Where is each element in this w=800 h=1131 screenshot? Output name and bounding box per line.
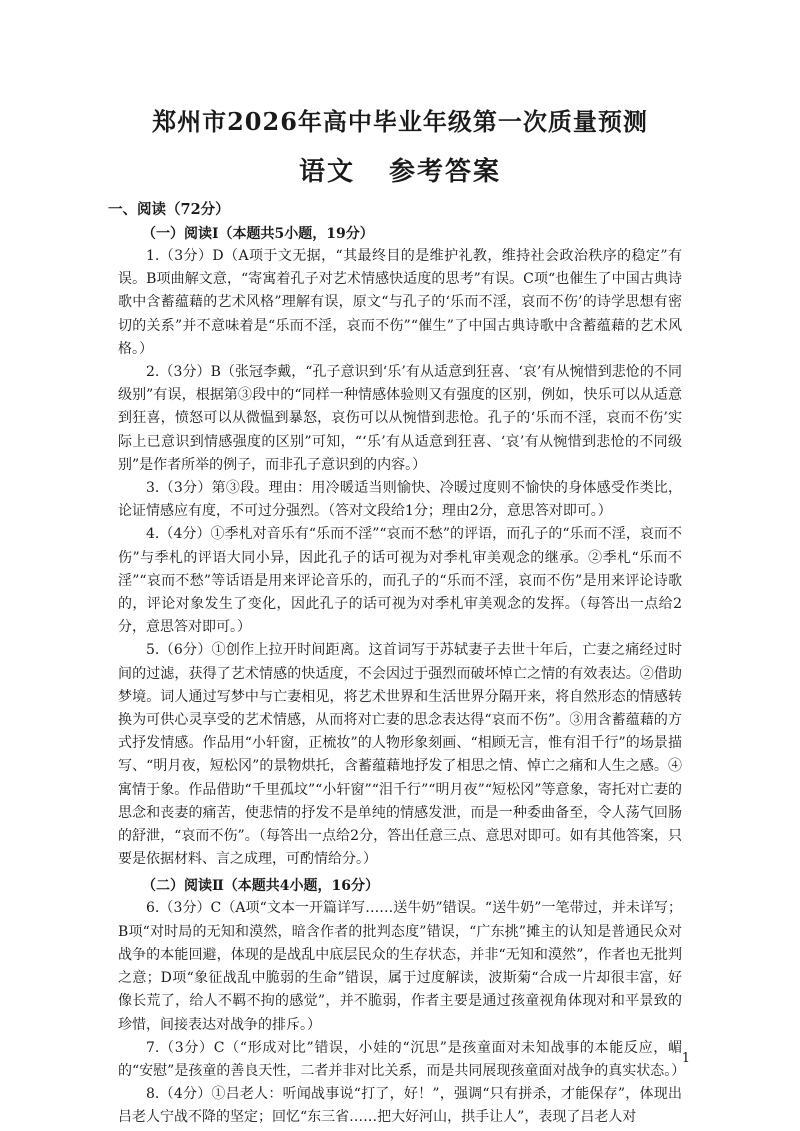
document-title: 郑州市2026年高中毕业年级第一次质量预测 (152, 107, 648, 136)
document-subtitle (118, 151, 682, 188)
answer-item: 2.（3分）B（张冠李戴，“孔子意识到‘乐’有从适意到狂喜、‘哀’有从惋惜到悲怆的不同级别”有误，根据第③段中的“同样一种情感体验则又有强度的区别，例如，快乐可以从适意到狂喜，愤怒可以从微愠到暴怒，哀伤可以从惋惜到悲怆。孔子的‘乐而不淫，哀而不伤’实际上已意识到情感强度的区别”可知，“‘乐’有从适意到狂喜、‘哀’有从惋惜到悲怆的不同级别”是作者所举的例子，而非孔子意识到的内容。） (118, 364, 682, 473)
subtitle-subject: 语文 (298, 157, 355, 187)
answer-item: 1.（3分）D（A项于文无据，“其最终目的是维护礼教，维持社会政治秩序的稳定”有误。B项曲解文意，“寄寓着孔子对艺术情感快适度的思考”有误。C项“也催生了中国古典诗歌中含蓄蕴藉的艺术风格”理解有误，原文“与孔子的‘乐而不淫，哀而不伤’的诗学思想有密切的关系”并不意味着是“乐而不淫，哀而不伤”“催生”了中国古典诗歌中含蓄蕴藉的艺术风格。） (118, 248, 682, 357)
answer-item: 5.（6分）①创作上拉开时间距离。这首词写于苏轼妻子去世十年后，亡妻之痛经过时间的过滤，获得了艺术情感的快适度，不会因过于强烈而破坏悼亡之情的有效表达。②借助梦境。词人通过写梦中与亡妻相见，将艺术世界和生活世界分隔开来，将自然形态的情感转换为可供心灵享受的艺术情感，从而将对亡妻的思念表达得“哀而不伤”。③用含蓄蕴藉的方式抒发情感。作品用“小轩窗，正梳妆”的人物形象刻画、“相顾无言，惟有泪千行”的场景描写、“明月夜，短松冈”的景物烘托，含蓄蕴藉地抒发了相思之情、悼亡之痛和人生之感。④寓情于象。作品借助“千里孤坟”“小轩窗”“泪千行”“明月夜”“短松冈”等意象，寄托对亡妻的思念和丧妻的痛苦，使悲情的抒发不是单纯的情感发泄，而是一种委曲备至，令人荡气回肠的舒泄，“哀而不伤”。（每答出一点给2分，答出任意三点、意思对即可。如有其他答案，只要是依据材料、言之成理，可酌情给分。） (118, 642, 682, 868)
subsection-heading-reading-1: （一）阅读Ⅰ（本题共5小题，19分） (142, 226, 374, 242)
answer-item: 3.（3分）第③段。理由：用冷暖适当则愉快、冷暖过度则不愉快的身体感受作类比，论证情感应有度，不可过分强烈。（答对文段给1分；理由2分，意思答对即可。） (118, 480, 682, 520)
answer-item: 7.（3分）C（“形成对比”错误，小娃的“沉思”是孩童面对未知战事的本能反应，嵋的“安慰”是孩童的善良天性，二者并非对比关系，而是共同展现孩童面对战争的真实状态。） (118, 1039, 686, 1079)
answer-item: 6.（3分）C（A项“文本一开篇详写……送牛奶”错误。“送牛奶”一笔带过，并未详写；B项“对时局的无知和漠然，暗含作者的批判态度”错误，“广东挑”摊主的认知是普通民众对战争的本能回避，体现的是战乱中底层民众的生存状态，并非“无知和漠然”，作者也无批判之意；D项“象征战乱中脆弱的生命”错误，属于过度解读，波斯菊“合成一片却很丰富，好像长荒了，给人不羁不拘的感觉”，并不脆弱，作者主要是通过孩童视角体现对和平景致的珍惜，间接表达对战争的排斥。） (118, 900, 682, 1033)
subtitle-answer-key: 参考答案 (389, 157, 502, 187)
answer-item: 8.（4分）①吕老人：听闻战事说“打了，好！”，强调“只有拼杀，才能保存”，体现出吕老人宁战不降的坚定；回忆“东三省……把大好河山，拱手让人”，表现了吕老人对 (118, 1086, 682, 1126)
page-number: 1 (681, 1051, 690, 1066)
subsection-heading-reading-2: （二）阅读Ⅱ（本题共4小题，16分） (142, 878, 380, 895)
answer-item: 4.（4分）①季札对音乐有“乐而不淫”“哀而不愁”的评语，而孔子的“乐而不淫，哀而不伤”与季札的评语大同小异，因此孔子的话可视为对季札审美观念的继承。②季札“乐而不淫”“哀而不愁”等话语是用来评论音乐的，而孔子的“乐而不淫，哀而不伤”是用来评论诗歌的，评论对象发生了变化，因此孔子的话可视为对季札审美观念的发挥。（每答出一点给2分，意思答对即可。） (118, 526, 682, 636)
section-heading-reading: 一、阅读（72分） (108, 201, 230, 218)
